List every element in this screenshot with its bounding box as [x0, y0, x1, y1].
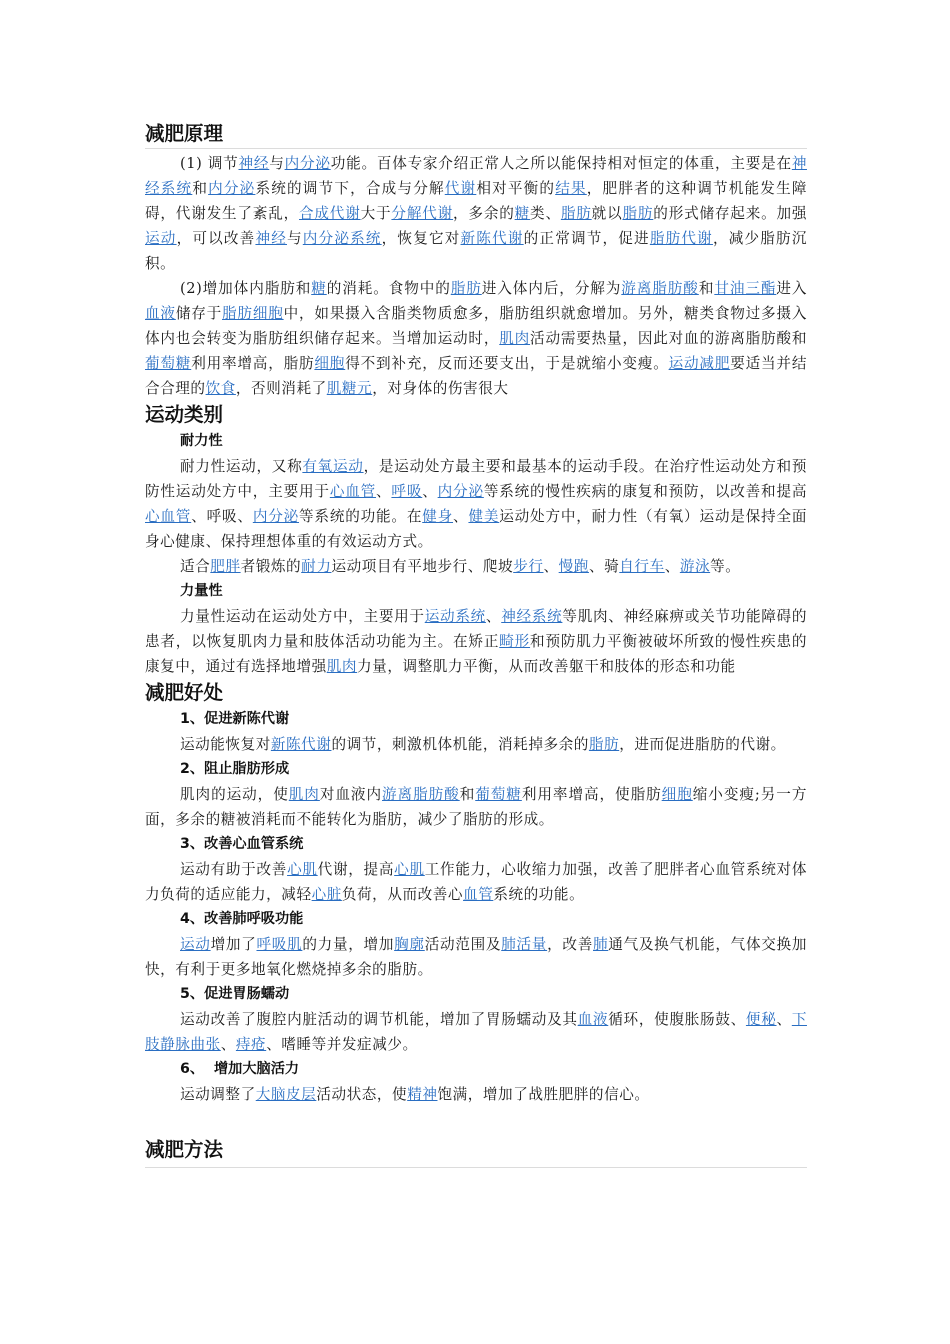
text-run: 与	[287, 230, 303, 247]
subheading-benefit-3: 3、改善心血管系统	[180, 836, 304, 852]
hyperlink[interactable]: 神经系统	[501, 608, 563, 625]
hyperlink[interactable]: 代谢	[444, 180, 477, 197]
hyperlink[interactable]: 肌肉	[288, 786, 320, 803]
subheading-benefit-4: 4、改善肺呼吸功能	[180, 911, 304, 927]
subheading-endurance: 耐力性	[180, 433, 223, 449]
text-run: 得不到补充，反而还要支出，于是就缩小变瘦。	[345, 355, 669, 372]
hyperlink[interactable]: 慢跑	[558, 558, 589, 575]
section-divider	[145, 148, 807, 149]
text-run: 和	[459, 786, 476, 803]
paragraph	[145, 857, 807, 907]
hyperlink[interactable]: 血管	[463, 886, 494, 903]
text-run: 缩小变瘦;另一方面，多余的糖被消耗而不能转化为脂肪，减少了脂肪的形成。	[145, 786, 807, 828]
text-run: 等肌肉、神经麻痹或关节功能障碍的患者，以恢复肌肉力量和肢体活动功能为主。在矫正	[145, 608, 807, 650]
hyperlink[interactable]: 运动	[180, 936, 211, 953]
text-run: 功能。百体专家介绍正常人之所以能保持相对恒定的体重，主要是在	[330, 155, 792, 172]
section-title-benefits: 减肥好处	[145, 681, 224, 704]
paragraph	[145, 1082, 807, 1107]
hyperlink[interactable]: 游离脂肪酸	[621, 280, 699, 297]
hyperlink[interactable]: 内分泌	[437, 483, 484, 500]
text-run: 运动调整了	[180, 1086, 256, 1103]
hyperlink[interactable]: 肺	[593, 936, 609, 953]
text-run: 的消耗。食物中的	[326, 280, 451, 297]
hyperlink[interactable]: 心脏	[311, 886, 342, 903]
hyperlink[interactable]: 下肢静脉曲张	[145, 1011, 807, 1053]
paragraph	[145, 932, 807, 982]
hyperlink[interactable]: 血液	[145, 305, 176, 322]
hyperlink[interactable]: 便秘	[745, 1011, 777, 1028]
hyperlink[interactable]: 精神	[407, 1086, 438, 1103]
section-title-methods: 减肥方法	[145, 1138, 224, 1161]
text-run: 活动范围及	[424, 936, 502, 953]
hyperlink[interactable]: 脂肪	[588, 736, 620, 753]
text-run: (1) 调节	[180, 155, 239, 172]
text-run: 、	[664, 558, 680, 575]
text-run: ，肥胖者的这种调节机能发生障碍，代谢发生了紊乱，	[145, 180, 807, 222]
hyperlink[interactable]: 合成代谢	[299, 205, 361, 222]
hyperlink[interactable]: 脂肪代谢	[649, 230, 713, 247]
text-run: 相对平衡的	[476, 180, 556, 197]
hyperlink[interactable]: 心肌	[287, 861, 318, 878]
text-run: 系统的调节下，合成与分解	[255, 180, 445, 197]
hyperlink[interactable]: 健身	[422, 508, 454, 525]
subheading-benefit-1: 1、促进新陈代谢	[180, 711, 290, 727]
hyperlink[interactable]: 耐力	[301, 558, 332, 575]
text-run: 的形式储存起来。加强	[653, 205, 808, 222]
text-run: ，是运动处方最主要和最基本的运动手段。在治疗性运动处方和预防性运动处方中，主要用于	[145, 458, 807, 500]
text-run: ，可以改善	[176, 230, 256, 247]
text-run: 、骑	[588, 558, 620, 575]
hyperlink[interactable]: 结果	[555, 180, 587, 197]
text-run: 的调节，刺激机体机能，消耗掉多余的	[331, 736, 589, 753]
text-run: 运动改善了腹腔内脏活动的调节机能，增加了胃肠蠕动及其	[180, 1011, 578, 1028]
hyperlink[interactable]: 肺活量	[501, 936, 548, 953]
section-title-exercise-types: 运动类别	[145, 403, 224, 426]
paragraph	[145, 454, 807, 554]
text-run: 运动有助于改善	[180, 861, 288, 878]
paragraph	[145, 1007, 807, 1057]
hyperlink[interactable]: 细胞	[314, 355, 346, 372]
paragraph	[145, 151, 807, 276]
text-run: 等。	[710, 558, 741, 575]
text-run: 负荷，从而改善心	[341, 886, 464, 903]
hyperlink[interactable]: 游泳	[679, 558, 711, 575]
text-run: 利用率增高，脂肪	[191, 355, 315, 372]
hyperlink[interactable]: 胸廓	[394, 936, 425, 953]
text-run: 大于	[360, 205, 392, 222]
hyperlink[interactable]: 内分泌	[208, 180, 256, 197]
hyperlink[interactable]: 自行车	[619, 558, 665, 575]
text-run: ，恢复它对	[381, 230, 461, 247]
text-run: 、嗜睡等并发症减少。	[266, 1036, 418, 1053]
paragraph	[145, 604, 807, 679]
text-run: 饱满，增加了战胜肥胖的信心。	[437, 1086, 650, 1103]
paragraph	[145, 732, 807, 757]
text-run: 肌肉的运动，使	[180, 786, 289, 803]
text-run: ，否则消耗了	[235, 380, 327, 397]
text-run: 、	[453, 508, 469, 525]
text-run: 、	[776, 1011, 792, 1028]
hyperlink[interactable]: 有氧运动	[302, 458, 364, 475]
section-divider	[145, 1167, 807, 1168]
hyperlink[interactable]: 分解代谢	[391, 205, 454, 222]
text-run: 和预防肌力平衡被破坏所致的慢性疾患的康复中，通过有选择地增强	[145, 633, 808, 675]
text-run: 活动需要热量，因此对血的游离脂肪酸和	[530, 330, 808, 347]
hyperlink[interactable]: 内分泌	[284, 155, 331, 172]
hyperlink[interactable]: 血液	[577, 1011, 609, 1028]
text-run: ，改善	[547, 936, 593, 953]
text-run: 进入	[776, 280, 807, 297]
hyperlink[interactable]: 肌肉	[499, 330, 531, 347]
text-run: 、	[485, 608, 502, 625]
text-run: 运动项目有平地步行、爬坡	[331, 558, 514, 575]
hyperlink[interactable]: 游离脂肪酸	[382, 786, 460, 803]
hyperlink[interactable]: 神经	[255, 230, 287, 247]
text-run: ，多余的	[453, 205, 515, 222]
text-run: 对血液内	[319, 786, 382, 803]
hyperlink[interactable]: 脂肪	[622, 205, 654, 222]
text-run: 的力量，增加	[302, 936, 395, 953]
paragraph	[145, 782, 807, 832]
hyperlink[interactable]: 运动	[145, 230, 177, 247]
text-run: 与	[269, 155, 285, 172]
text-run: 力量性运动在运动处方中，主要用于	[180, 608, 425, 625]
text-run: (2)增加体内脂肪和	[180, 280, 312, 297]
text-run: 系统的功能。	[493, 886, 585, 903]
hyperlink[interactable]: 运动减肥	[668, 355, 731, 372]
text-run: 耐力性运动，又称	[180, 458, 303, 475]
text-run: 储存于	[175, 305, 223, 322]
hyperlink[interactable]: 大脑皮层	[255, 1086, 317, 1103]
text-run: 活动状态，使	[316, 1086, 408, 1103]
text-run: ，进而促进脂肪的代谢。	[619, 736, 786, 753]
document-body	[145, 120, 807, 1168]
paragraph	[145, 554, 807, 579]
subheading-strength: 力量性	[180, 583, 223, 599]
hyperlink[interactable]: 健美	[468, 508, 500, 525]
text-run: 、	[220, 1036, 236, 1053]
text-run: 循环，使腹胀肠鼓、	[608, 1011, 746, 1028]
text-run: 工作能力，心收缩力加强，改善了肥胖者心血管系统对体力负荷的适应能力，减轻	[145, 861, 807, 903]
hyperlink[interactable]: 甘油三酯	[714, 280, 777, 297]
hyperlink[interactable]: 肥胖	[210, 558, 241, 575]
text-run: 代谢，提高	[317, 861, 395, 878]
hyperlink[interactable]: 畸形	[499, 633, 531, 650]
text-run: 、	[422, 483, 438, 500]
section-title-principle: 减肥原理	[145, 122, 224, 145]
text-run: 要适当并结合合理的	[145, 355, 807, 397]
hyperlink[interactable]: 肌糖元	[326, 380, 373, 397]
text-run: 运动能恢复对	[180, 736, 271, 753]
text-run: 中，如果摄入含脂类物质愈多，脂肪组织就愈增加。另外，糖类食物过多摄入体内也会转变为脂肪组织储存起来。当增加运动时，	[145, 305, 807, 347]
hyperlink[interactable]: 新陈代谢	[460, 230, 524, 247]
hyperlink[interactable]: 心血管	[329, 483, 377, 500]
text-run: ，减少脂肪沉积。	[145, 230, 807, 272]
text-run: 增加了	[210, 936, 257, 953]
text-run: 等系统的慢性疾病的康复和预防，以改善和提高	[483, 483, 807, 500]
hyperlink[interactable]: 呼吸	[391, 483, 423, 500]
hyperlink[interactable]: 神经系统	[145, 155, 807, 197]
text-run: 、	[376, 483, 392, 500]
text-run: 类、	[530, 205, 561, 222]
hyperlink[interactable]: 步行	[513, 558, 544, 575]
hyperlink[interactable]: 细胞	[661, 786, 693, 803]
text-run: 和	[192, 180, 209, 197]
subheading-benefit-5: 5、促进胃肠蠕动	[180, 986, 290, 1002]
hyperlink[interactable]: 糖	[311, 280, 327, 297]
text-run: 的正常调节，促进	[523, 230, 650, 247]
hyperlink[interactable]: 心肌	[394, 861, 425, 878]
hyperlink[interactable]: 内分泌	[252, 508, 300, 525]
hyperlink[interactable]: 运动系统	[424, 608, 486, 625]
text-run: 等系统的功能。在	[299, 508, 423, 525]
text-run: 进入体内后，分解为	[481, 280, 622, 297]
paragraph	[145, 276, 807, 401]
hyperlink[interactable]: 心血管	[145, 508, 192, 525]
hyperlink[interactable]: 呼吸肌	[256, 936, 303, 953]
subheading-benefit-2: 2、阻止脂肪形成	[180, 761, 290, 777]
text-run: 和	[698, 280, 715, 297]
hyperlink[interactable]: 脂肪	[560, 205, 592, 222]
text-run: 力量，调整肌力平衡，从而改善躯干和肢体的形态和功能	[357, 658, 736, 675]
hyperlink[interactable]: 饮食	[205, 380, 236, 397]
hyperlink[interactable]: 神经	[238, 155, 270, 172]
hyperlink[interactable]: 葡萄糖	[475, 786, 522, 803]
hyperlink[interactable]: 糖	[514, 205, 531, 222]
text-run: ，对身体的伤害很大	[372, 380, 509, 397]
subheading-benefit-6: 6、 增加大脑活力	[180, 1061, 300, 1077]
hyperlink[interactable]: 脂肪细胞	[222, 305, 284, 322]
text-run: 、呼吸、	[191, 508, 253, 525]
hyperlink[interactable]: 痔疮	[235, 1036, 267, 1053]
text-run: 通气及换气机能，气体交换加快，有利于更多地氧化燃烧掉多余的脂肪。	[145, 936, 807, 978]
text-run: 适合	[180, 558, 211, 575]
hyperlink[interactable]: 肌肉	[326, 658, 358, 675]
text-run: 利用率增高，使脂肪	[521, 786, 662, 803]
text-run: 就以	[591, 205, 623, 222]
hyperlink[interactable]: 脂肪	[450, 280, 482, 297]
text-run: 者锻炼的	[240, 558, 302, 575]
text-run: 、	[543, 558, 559, 575]
text-run: 运动处方中，耐力性（有氧）运动是保持全面身心健康、保持理想体重的有效运动方式。	[145, 508, 807, 550]
hyperlink[interactable]: 葡萄糖	[145, 355, 192, 372]
hyperlink[interactable]: 新陈代谢	[270, 736, 332, 753]
hyperlink[interactable]: 内分泌系统	[302, 230, 382, 247]
